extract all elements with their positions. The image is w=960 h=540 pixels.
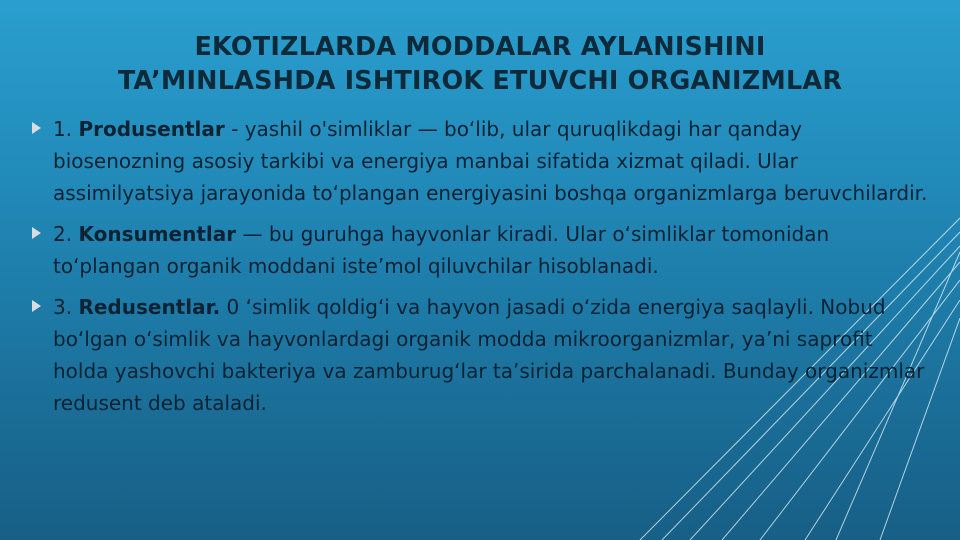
item-description: - yashil o'simliklar — bo‘lib, ular quruqlikdagi har qanday biosenozning asosiy tarkibi va energiya manbai sifatida xizmat qiladi. Ular assimilyatsiya jarayonida to‘plangan energiyasini boshqa organizmlarga beruvchilardir. xyxy=(53,117,928,205)
item-description: 0 ‘simlik qoldig‘i va hayvon jasadi o‘zida energiya saqlayli. Nobud bo‘lgan o‘simlik va hayvonlardagi organik modda mikroorganizmlar, ya’ni saprofit holda yashovchi bakteriya va zamburug‘lar ta’sirida parchalanadi. Bunday organizmlar redusent deb ataladi. xyxy=(53,295,925,415)
item-term: Redusentlar. xyxy=(78,295,221,319)
slide-title-line-2: TA’MINLASHDA ISHTIROK ETUVCHI ORGANIZMLAR xyxy=(117,66,843,96)
item-number: 3. xyxy=(53,295,79,319)
bullet-list xyxy=(32,113,932,428)
list-item-text xyxy=(53,218,932,282)
triangle-bullet-icon xyxy=(32,300,41,312)
item-term: Konsumentlar xyxy=(78,222,237,246)
list-item xyxy=(32,291,932,419)
slide-title xyxy=(0,30,960,98)
list-item-text xyxy=(53,291,932,419)
list-item xyxy=(32,218,932,282)
item-number: 1. xyxy=(53,117,79,141)
list-item-text xyxy=(53,113,932,209)
item-term: Produsentlar xyxy=(78,117,225,141)
item-description: — bu guruhga hayvonlar kiradi. Ular o‘simliklar tomonidan to‘plangan organik moddani iste’mol qiluvchilar hisoblanadi. xyxy=(53,222,830,278)
item-number: 2. xyxy=(53,222,79,246)
list-item xyxy=(32,113,932,209)
triangle-bullet-icon xyxy=(32,227,41,239)
triangle-bullet-icon xyxy=(32,122,41,134)
slide-title-line-1: EKOTIZLARDA MODDALAR AYLANISHINI xyxy=(194,32,766,62)
